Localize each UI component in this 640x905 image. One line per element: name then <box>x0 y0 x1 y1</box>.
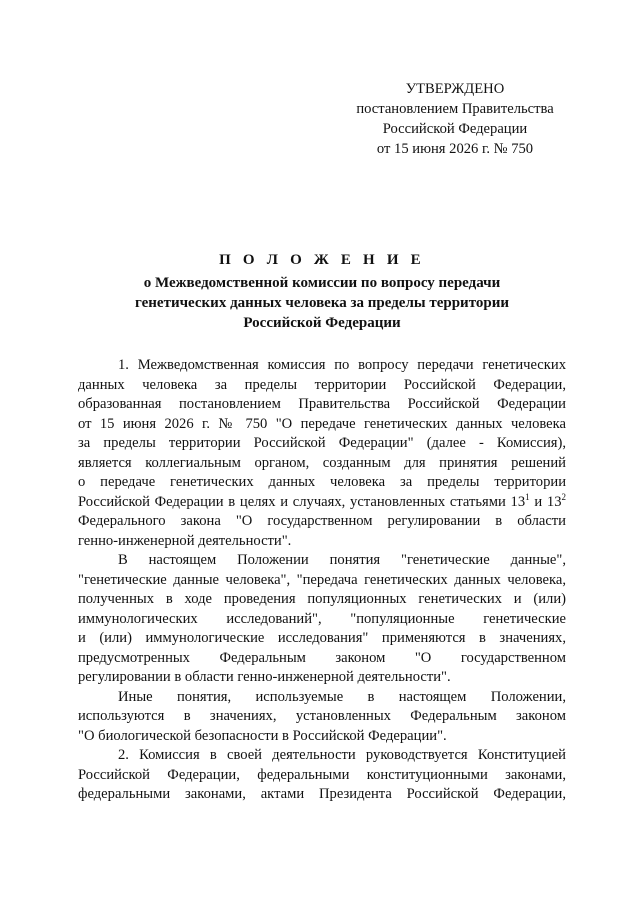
body-line-with-sups <box>78 493 566 513</box>
body-line: иммунологических исследований", "популяционные генетические <box>78 610 566 627</box>
body-line: 2. Комиссия в своей деятельности руководствуется Конституцией <box>118 747 566 763</box>
body-line: является коллегиальным органом, созданным для принятия решений <box>78 454 566 471</box>
and-text: и 13 <box>529 493 562 510</box>
body-line: за пределы территории Российской Федерации" (далее - Комиссия), <box>78 435 566 451</box>
document-title: П О Л О Ж Е Н И Е <box>219 252 425 268</box>
approval-line-3: от 15 июня 2026 г. № 750 <box>376 141 534 157</box>
body-line: от 15 июня 2026 г. № 750 "О передаче генетических данных человека <box>78 415 566 432</box>
document-subtitle <box>78 273 566 333</box>
body-line: предусмотренных Федеральным законом "О государственном <box>78 649 566 666</box>
body-line: используются в значениях, установленных Федеральным законом <box>78 708 566 724</box>
document-body <box>78 356 566 805</box>
body-line: о передаче генетических данных человека за пределы территории <box>78 474 566 490</box>
body-line: "О биологической безопасности в Российской Федерации". <box>78 727 447 744</box>
approval-line-1: постановлением Правительства <box>356 101 554 117</box>
subtitle-line-2: генетических данных человека за пределы территории <box>135 295 509 311</box>
approval-block <box>330 79 580 159</box>
approval-line-2: Российской Федерации <box>382 121 528 137</box>
subtitle-line-3: Российской Федерации <box>243 315 401 331</box>
body-line: Федерального закона "О государственном регулировании в области <box>78 513 566 529</box>
body-line: образованная постановлением Правительства Российской Федерации <box>78 396 566 412</box>
body-line: Российской Федерации, федеральными конституционными законами, <box>78 766 566 783</box>
body-line: генно-инженерной деятельности". <box>78 532 292 549</box>
body-line: 1. Межведомственная комиссия по вопросу передачи генетических <box>118 357 566 373</box>
subtitle-line-1: о Межведомственной комиссии по вопросу передачи <box>143 275 501 291</box>
body-line: Иные понятия, используемые в настоящем Положении, <box>118 688 566 705</box>
body-line-text: Российской Федерации в целях и случаях, установленных статьями 13 <box>78 493 526 510</box>
body-line: данных человека за пределы территории Российской Федерации, <box>78 376 566 393</box>
superscript-2: 2 <box>561 491 566 502</box>
body-line: федеральными законами, актами Президента Российской Федерации, <box>78 786 566 802</box>
body-line: В настоящем Положении понятия "генетические данные", <box>118 552 566 568</box>
superscript-1: 1 <box>525 491 530 502</box>
approval-title: УТВЕРЖДЕНО <box>405 81 505 97</box>
body-line: полученных в ходе проведения популяционных генетических и (или) <box>78 591 566 607</box>
body-line: "генетические данные человека", "передача генетических данных человека, <box>78 571 566 588</box>
body-line: регулировании в области генно-инженерной деятельности". <box>78 669 451 685</box>
body-line: и (или) иммунологические исследования" применяются в значениях, <box>78 630 566 646</box>
